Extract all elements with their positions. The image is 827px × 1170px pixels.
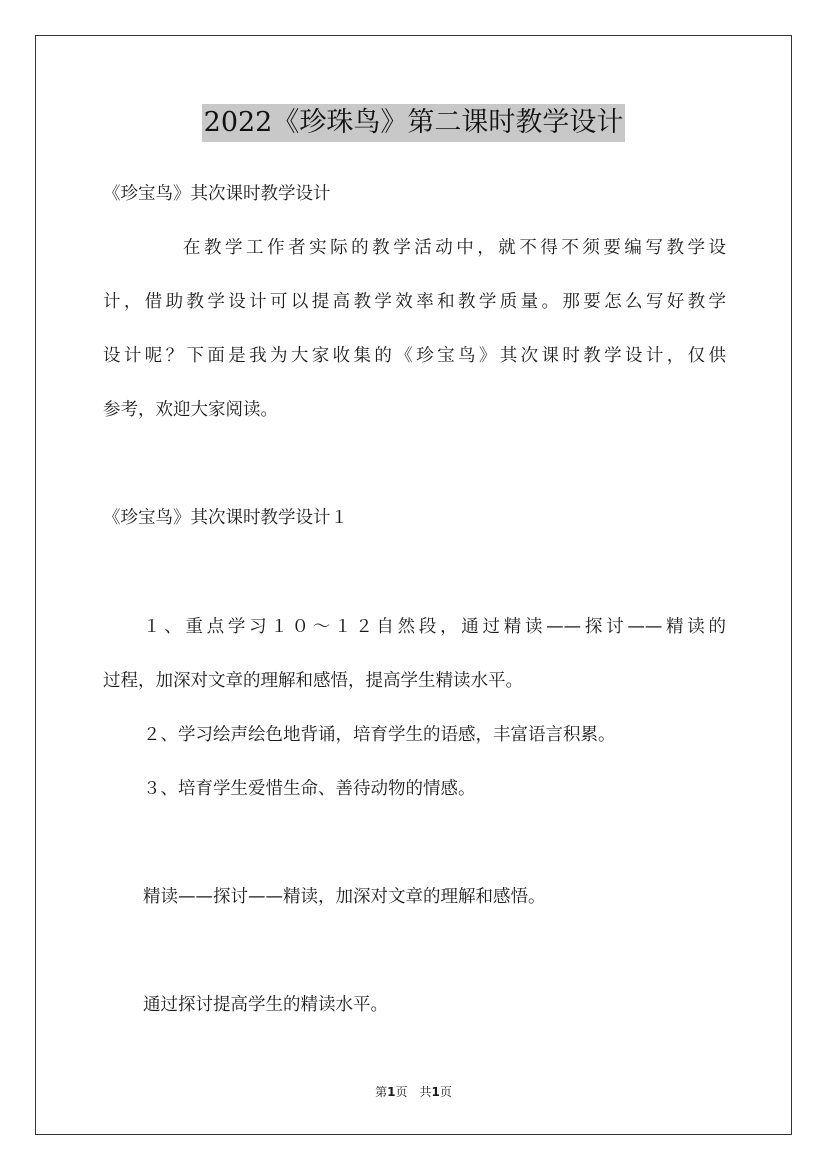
footer-page-number: 1 — [387, 1085, 396, 1099]
section-heading: 《珍宝鸟》其次课时教学设计１ — [103, 508, 348, 528]
goal-1-line-2: 过程，加深对文章的理解和感悟，提高学生精读水平。 — [103, 671, 523, 691]
goal-2: ２、学习绘声绘色地背诵，培育学生的语感，丰富语言积累。 — [143, 725, 616, 745]
difficulty-point: 通过探讨提高学生的精读水平。 — [143, 995, 388, 1015]
page-footer — [0, 1084, 827, 1100]
goal-3: ３、培育学生爱惜生命、善待动物的情感。 — [143, 779, 476, 799]
title-container — [0, 104, 827, 142]
footer-prefix: 第 — [375, 1085, 388, 1099]
footer-total-pages: 1 — [431, 1085, 440, 1099]
subtitle: 《珍宝鸟》其次课时教学设计 — [103, 184, 331, 204]
intro-line-3: 设计呢？下面是我为大家收集的《珍宝鸟》其次课时教学设计，仅供 — [103, 346, 726, 366]
goal-1-line-1: １、重点学习１０～１２自然段，通过精读——探讨——精读的 — [143, 617, 726, 637]
intro-line-4: 参考，欢迎大家阅读。 — [103, 400, 278, 420]
intro-line-2: 计，借助教学设计可以提高教学效率和教学质量。那要怎么写好教学 — [103, 292, 726, 312]
intro-line-1: 在教学工作者实际的教学活动中，就不得不须要编写教学设 — [183, 238, 726, 258]
footer-mid: 页 共 — [395, 1085, 432, 1099]
document-title: 2022《珍珠鸟》第二课时教学设计 — [202, 104, 626, 142]
footer-suffix: 页 — [439, 1085, 452, 1099]
key-point: 精读——探讨——精读，加深对文章的理解和感悟。 — [143, 887, 546, 907]
